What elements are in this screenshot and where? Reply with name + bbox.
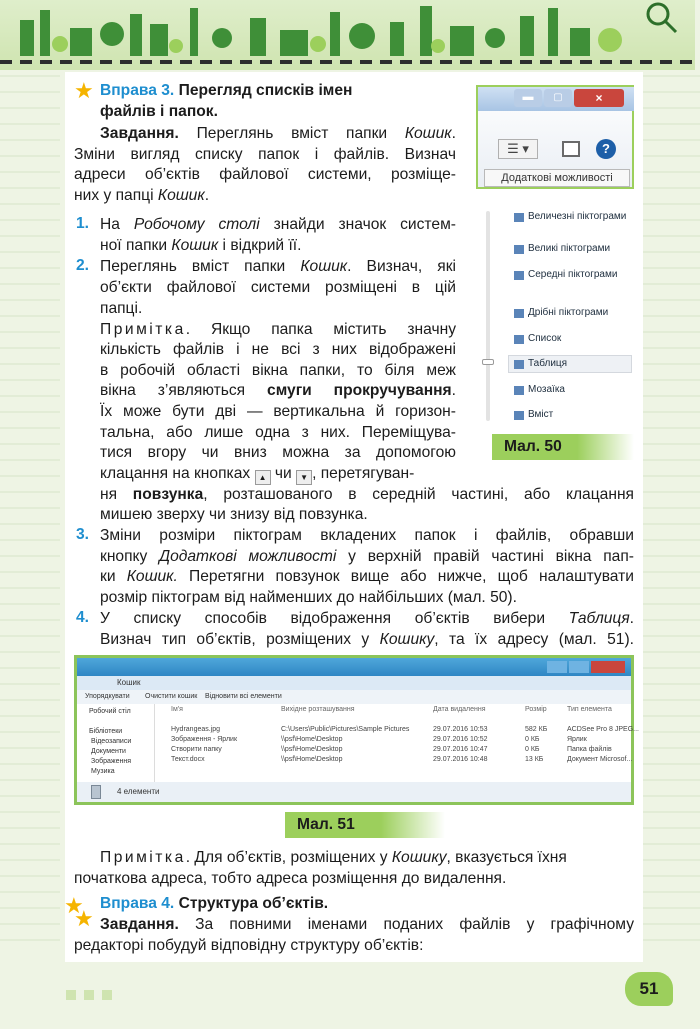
file-table [157,704,639,782]
footer-square [102,990,112,1000]
menu-item-details-highlight[interactable] [508,355,632,373]
step2-note-line10: мишею зверху чи знизу від повзунка. [100,506,368,523]
step2-note-line9: ня повзунка, розташованого в середній частині, або клацання [100,486,635,503]
table-row[interactable]: Створити папку \\psf\Home\Desktop 29.07.2016 10:47 0 КБ Папка файлів [171,746,612,753]
address-bar[interactable] [77,676,631,690]
maximize-button[interactable]: ▢ [544,89,572,107]
status-bar [77,782,631,802]
minimize-button[interactable]: ▬ [514,89,542,107]
table-row[interactable]: Зображення - Ярлик \\psf\Home\Desktop 29.07.2016 10:52 0 КБ Ярлик [171,736,587,743]
table-row[interactable]: Текст.docx \\psf\Home\Desktop 29.07.2016 10:48 13 КБ Документ Microsof... [171,756,633,763]
window-titlebar [478,87,634,111]
more-options-tooltip: Додаткові можливості [484,169,630,187]
preview-pane-icon[interactable] [562,141,580,157]
step3-line2: кнопку Додаткові можливості у верхній правій частині вікна пап- [100,548,634,565]
city-skyline-decoration [0,0,695,62]
step2-note-line4: вікна з’являються смуги прокручування. [100,382,456,399]
close-button[interactable]: × [574,89,624,107]
content-icon [514,411,524,420]
menu-item-tiles[interactable]: Мозаїка [528,384,565,395]
view-size-slider[interactable] [486,211,490,421]
exercise4-label: Вправа 4. [100,895,175,912]
step2-line2: об’єкти файлової системи розміщені в цій [100,279,456,296]
step2-note-line2: кількість файлів і не всі з них відображені [100,341,456,358]
organize-button[interactable]: Упорядкувати [85,693,130,700]
large-icons-icon [514,245,524,254]
scroll-up-icon: ▲ [255,470,271,485]
step1-line1: На Робочому столі знайди значок систем- [100,216,456,233]
exercise3-task-line3: адреси об’єктів файлової системи, розміще- [74,166,456,183]
exercise3-task-line2: Зміни вигляд списку папок і файлів. Визнач [74,146,456,163]
scroll-down-icon: ▼ [296,470,312,485]
recycle-bin-titlebar [77,658,631,676]
help-icon[interactable]: ? [596,139,616,159]
step1-line2: ної папки Кошик і відкрий її. [100,237,302,254]
figure-50 [474,83,634,433]
star-icon: ★ [74,78,94,103]
extra-large-icons-icon [514,213,524,222]
exercise3-title-line2: файлів і папок. [100,103,218,120]
left-pattern [0,75,60,955]
menu-item-details[interactable]: Таблиця [528,358,568,369]
step2-note-line6: тальна, або лише одна з них. Переміщува- [100,424,456,441]
step4-line2: Визнач тип об’єктів, розміщених у Кошику, та їх адресу (мал. 51). [100,631,634,648]
recycle-bin-icon [91,785,101,799]
recycle-bin-toolbar [77,690,631,704]
step2-note-line5: Їх може бути дві — вертикальна й горизон- [100,403,456,420]
medium-icons-icon [514,271,524,280]
step2-note-line7: тися вгору чи вниз можна за допомогою [100,444,456,461]
step2-note-line1: Примітка. Якщо папка містить значну [100,321,456,338]
step4-line1: У списку способів відображення об’єктів вибери Таблиця. [100,610,634,627]
navigation-pane [77,704,155,782]
nav-pictures[interactable]: Зображення [91,758,132,765]
restore-all-button[interactable]: Відновити всі елементи [205,693,282,700]
nav-libraries[interactable]: Бібліотеки [89,728,123,735]
step2-line1: Переглянь вміст папки Кошик. Визнач, які [100,258,456,275]
table-row[interactable]: Hydrangeas.jpg C:\Users\Public\Pictures\Sample Pictures 29.07.2016 10:53 582 КБ ACDSee Pro 8 JPEG... [171,726,639,733]
step2-number: 2. [76,257,90,274]
minimize-button[interactable] [547,661,567,673]
step4-number: 4. [76,609,90,626]
tiles-icon [514,386,524,395]
right-pattern [640,75,700,955]
exercise3-title: Вправа 3. Перегляд списків імен [100,82,353,99]
nav-videos[interactable]: Відеозаписи [91,738,132,745]
step3-line4: розмір піктограм від найменших до найбільших (мал. 50). [100,589,517,606]
scrollbars-term: смуги прокручування [267,382,452,399]
step3-number: 3. [76,526,90,543]
star-icon: ★ [74,906,94,931]
footer-square [66,990,76,1000]
exercise4-line1: Завдання. За повними іменами поданих файлів у графічному [100,916,634,933]
empty-bin-button[interactable]: Очистити кошик [145,693,198,700]
nav-music[interactable]: Музика [91,768,115,775]
address-text: Кошик [117,678,141,687]
exercise3-task-line1: Завдання. Переглянь вміст папки Кошик. [100,125,456,142]
star-icon: ★ [64,893,84,918]
note2-line2: початкова адреса, тобто адреса розміщення до видалення. [74,870,507,887]
menu-item-extra-large-icons[interactable]: Величезні піктограми [528,211,627,222]
header-dashes [0,60,695,64]
menu-item-small-icons[interactable]: Дрібні піктограми [528,307,609,318]
menu-item-large-icons[interactable]: Великі піктограми [528,243,611,254]
slider-term: повзунка [132,486,204,503]
menu-item-medium-icons[interactable]: Середні піктограми [528,269,618,280]
figure-50-caption: Мал. 50 [492,434,634,460]
footer-square [84,990,94,1000]
step2-note-line3: в робочій області вікна папки, то біля меж [100,362,456,379]
nav-desktop[interactable]: Робочий стіл [89,708,131,715]
exercise3-label: Вправа 3. [100,82,175,99]
table-header: Ім'я Вихідне розташування Дата видалення Розмір Тип елемента [171,706,612,713]
step2-note-line8: клацання на кнопках ▲ чи ▼ , перетягуван- [100,464,456,485]
menu-item-list[interactable]: Список [528,333,562,344]
list-icon [514,335,524,344]
nav-documents[interactable]: Документи [91,748,126,755]
step3-line3: ки Кошик. Перетягни повзунок вище або нижче, щоб налаштувати [100,568,634,585]
figure-51 [74,655,639,805]
close-button[interactable] [591,661,625,673]
figure-51-caption: Мал. 51 [285,812,445,838]
step3-line1: Зміни розміри піктограм вкладених папок і файлів, обравши [100,527,634,544]
status-count: 4 елементи [117,787,160,796]
view-options-button[interactable]: ☰ ▾ [498,139,538,159]
exercise3-task-line4: них у папці Кошик. [74,187,210,204]
view-options-menu [478,203,632,428]
window-toolbar-crop [476,85,634,189]
view-size-slider-thumb[interactable] [482,359,494,365]
step2-line3: папці. [100,300,143,317]
exercise4-title: Вправа 4. Структура об’єктів. [100,895,329,912]
details-icon [514,360,524,369]
maximize-button[interactable] [569,661,589,673]
note2-line1: Примітка. Для об’єктів, розміщених у Кошику, вказується їхня [100,849,567,866]
page-number: 51 [625,972,673,1006]
small-icons-icon [514,309,524,318]
step1-number: 1. [76,215,90,232]
menu-item-content[interactable]: Вміст [528,409,554,420]
exercise4-line2: редакторі побудуй відповідну структуру об’єктів: [74,937,424,954]
